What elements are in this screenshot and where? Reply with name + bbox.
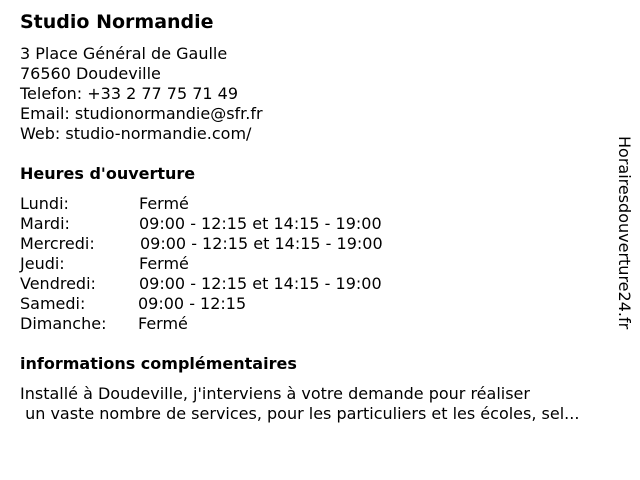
address-city: 76560 Doudeville bbox=[20, 64, 161, 83]
day-label: Mardi: bbox=[20, 214, 70, 233]
business-name: Studio Normandie bbox=[20, 11, 214, 33]
time-value: 09:00 - 12:15 et 14:15 - 19:00 bbox=[139, 214, 382, 233]
time-value: 09:00 - 12:15 bbox=[138, 294, 247, 313]
hours-row-lundi bbox=[20, 194, 440, 214]
hours-heading: Heures d'ouverture bbox=[20, 164, 196, 183]
hours-row-dimanche bbox=[20, 314, 440, 334]
watermark-text: Horairesdouverture24.fr bbox=[615, 136, 634, 330]
time-value: 09:00 - 12:15 et 14:15 - 19:00 bbox=[140, 234, 383, 253]
info-line-2: un vaste nombre de services, pour les particuliers et les écoles, sel... bbox=[20, 404, 580, 423]
time-value: Fermé bbox=[139, 254, 189, 273]
time-value: Fermé bbox=[139, 194, 189, 213]
contact-block bbox=[20, 44, 263, 144]
day-label: Vendredi: bbox=[20, 274, 96, 293]
hours-row-jeudi bbox=[20, 254, 440, 274]
hours-row-vendredi bbox=[20, 274, 440, 294]
website-link[interactable]: Web: studio-normandie.com/ bbox=[20, 124, 252, 143]
info-line-1: Installé à Doudeville, j'interviens à votre demande pour réaliser bbox=[20, 384, 530, 403]
info-heading: informations complémentaires bbox=[20, 354, 297, 373]
day-label: Jeudi: bbox=[20, 254, 65, 273]
day-label: Lundi: bbox=[20, 194, 69, 213]
address-street: 3 Place Général de Gaulle bbox=[20, 44, 228, 63]
hours-row-samedi bbox=[20, 294, 440, 314]
day-label: Samedi: bbox=[20, 294, 86, 313]
time-value: 09:00 - 12:15 et 14:15 - 19:00 bbox=[139, 274, 382, 293]
email-address[interactable]: Email: studionormandie@sfr.fr bbox=[20, 104, 263, 123]
hours-row-mardi bbox=[20, 214, 440, 234]
phone-number[interactable]: Telefon: +33 2 77 75 71 49 bbox=[20, 84, 239, 103]
day-label: Dimanche: bbox=[20, 314, 107, 333]
hours-row-mercredi bbox=[20, 234, 440, 254]
time-value: Fermé bbox=[138, 314, 188, 333]
hours-table bbox=[20, 194, 440, 334]
info-text bbox=[20, 384, 579, 424]
day-label: Mercredi: bbox=[20, 234, 95, 253]
